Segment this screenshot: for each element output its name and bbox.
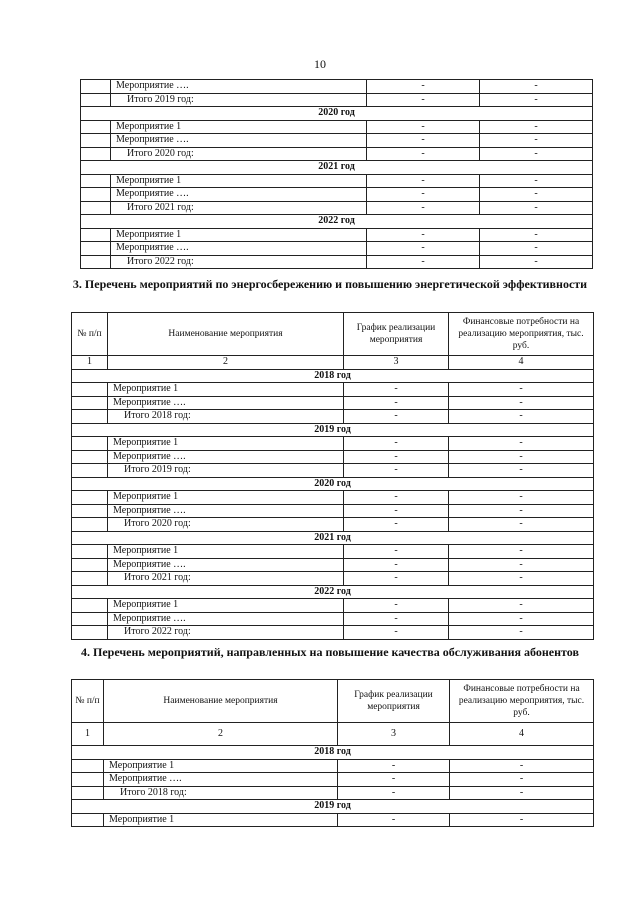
- column-index: 3: [344, 356, 449, 370]
- schedule-cell: -: [367, 188, 480, 202]
- event-name: Мероприятие ….: [111, 80, 367, 94]
- table-body: [72, 369, 594, 639]
- table-row: [81, 242, 593, 256]
- row-number-cell: [72, 410, 108, 424]
- event-name: Мероприятие ….: [108, 612, 344, 626]
- schedule-cell: -: [367, 174, 480, 188]
- row-number-cell: [72, 786, 104, 800]
- schedule-cell: -: [367, 201, 480, 215]
- schedule-cell: -: [344, 491, 449, 505]
- year-row: [72, 369, 594, 383]
- table-row: [81, 228, 593, 242]
- schedule-cell: -: [338, 813, 450, 827]
- event-name: Мероприятие ….: [108, 396, 344, 410]
- schedule-cell: -: [367, 228, 480, 242]
- row-number-cell: [72, 558, 108, 572]
- table-row: [81, 174, 593, 188]
- events-table-continued: [80, 79, 593, 269]
- year-heading: 2022 год: [72, 585, 594, 599]
- event-name: Мероприятие 1: [108, 491, 344, 505]
- year-row: [72, 423, 594, 437]
- row-number-cell: [81, 201, 111, 215]
- row-number-cell: [72, 572, 108, 586]
- schedule-cell: -: [338, 773, 450, 787]
- event-name: Мероприятие 1: [104, 759, 338, 773]
- finance-cell: -: [449, 464, 594, 478]
- year-heading: 2021 год: [72, 531, 594, 545]
- row-number-cell: [81, 134, 111, 148]
- table-row: [72, 813, 594, 827]
- year-row: [81, 161, 593, 175]
- row-number-cell: [81, 242, 111, 256]
- table-row: [81, 120, 593, 134]
- schedule-cell: -: [344, 437, 449, 451]
- year-heading: 2019 год: [72, 423, 594, 437]
- header-finance: Финансовые потребности на реализацию мероприятия, тыс. руб.: [450, 680, 594, 723]
- schedule-cell: -: [338, 759, 450, 773]
- row-number-cell: [81, 255, 111, 269]
- year-row: [72, 585, 594, 599]
- schedule-cell: -: [367, 120, 480, 134]
- year-heading: 2020 год: [81, 107, 593, 121]
- total-row: [72, 464, 594, 478]
- row-number-cell: [72, 518, 108, 532]
- year-heading: 2018 год: [72, 369, 594, 383]
- schedule-cell: -: [344, 599, 449, 613]
- schedule-cell: -: [367, 93, 480, 107]
- table-body: [72, 746, 594, 827]
- finance-cell: -: [449, 383, 594, 397]
- finance-cell: -: [449, 558, 594, 572]
- total-label: Итого 2022 год:: [111, 255, 367, 269]
- finance-cell: -: [449, 572, 594, 586]
- table-row: [81, 188, 593, 202]
- header-num: № п/п: [72, 313, 108, 356]
- event-name: Мероприятие ….: [108, 450, 344, 464]
- column-index: 4: [449, 356, 594, 370]
- schedule-cell: -: [344, 383, 449, 397]
- total-label: Итого 2019 год:: [108, 464, 344, 478]
- event-name: Мероприятие ….: [111, 134, 367, 148]
- total-label: Итого 2018 год:: [104, 786, 338, 800]
- finance-cell: -: [449, 599, 594, 613]
- schedule-cell: -: [344, 545, 449, 559]
- finance-cell: -: [480, 242, 593, 256]
- column-index: 3: [338, 723, 450, 746]
- schedule-cell: -: [367, 242, 480, 256]
- section-3-title: 3. Перечень мероприятий по энергосбережению и повышению энергетической эффективности: [72, 277, 588, 291]
- finance-cell: -: [449, 612, 594, 626]
- row-number-cell: [72, 773, 104, 787]
- finance-cell: -: [449, 626, 594, 640]
- column-index: 2: [108, 356, 344, 370]
- year-row: [81, 107, 593, 121]
- table-header-row: [72, 313, 594, 356]
- table-row: [72, 437, 594, 451]
- column-index-row: [72, 723, 594, 746]
- finance-cell: -: [449, 504, 594, 518]
- table-row: [72, 599, 594, 613]
- year-row: [72, 800, 594, 814]
- finance-cell: -: [480, 120, 593, 134]
- total-row: [72, 626, 594, 640]
- total-label: Итого 2020 год:: [111, 147, 367, 161]
- year-row: [81, 215, 593, 229]
- schedule-cell: -: [344, 572, 449, 586]
- row-number-cell: [81, 80, 111, 94]
- event-name: Мероприятие 1: [111, 174, 367, 188]
- row-number-cell: [72, 437, 108, 451]
- schedule-cell: -: [344, 612, 449, 626]
- page-number: 10: [314, 57, 326, 71]
- finance-cell: -: [450, 759, 594, 773]
- table-row: [72, 450, 594, 464]
- schedule-cell: -: [367, 134, 480, 148]
- row-number-cell: [72, 491, 108, 505]
- event-name: Мероприятие ….: [104, 773, 338, 787]
- finance-cell: -: [449, 491, 594, 505]
- row-number-cell: [72, 612, 108, 626]
- year-heading: 2018 год: [72, 746, 594, 760]
- finance-cell: -: [449, 545, 594, 559]
- event-name: Мероприятие ….: [108, 504, 344, 518]
- header-name: Наименование мероприятия: [104, 680, 338, 723]
- finance-cell: -: [480, 255, 593, 269]
- row-number-cell: [81, 188, 111, 202]
- table-row: [72, 545, 594, 559]
- row-number-cell: [72, 504, 108, 518]
- event-name: Мероприятие 1: [108, 383, 344, 397]
- total-row: [72, 572, 594, 586]
- year-row: [72, 531, 594, 545]
- row-number-cell: [72, 626, 108, 640]
- table-row: [72, 383, 594, 397]
- year-row: [72, 746, 594, 760]
- finance-cell: -: [450, 773, 594, 787]
- event-name: Мероприятие ….: [111, 188, 367, 202]
- schedule-cell: -: [344, 464, 449, 478]
- total-label: Итого 2018 год:: [108, 410, 344, 424]
- table-header-row: [72, 680, 594, 723]
- row-number-cell: [81, 174, 111, 188]
- table-row: [81, 80, 593, 94]
- event-name: Мероприятие ….: [108, 558, 344, 572]
- schedule-cell: -: [367, 255, 480, 269]
- finance-cell: -: [449, 396, 594, 410]
- total-row: [81, 147, 593, 161]
- finance-cell: -: [480, 188, 593, 202]
- header-name: Наименование мероприятия: [108, 313, 344, 356]
- schedule-cell: -: [344, 450, 449, 464]
- energy-saving-table: [71, 312, 594, 640]
- year-heading: 2019 год: [72, 800, 594, 814]
- row-number-cell: [81, 120, 111, 134]
- table-row: [72, 558, 594, 572]
- total-label: Итого 2019 год:: [111, 93, 367, 107]
- table-row: [81, 134, 593, 148]
- event-name: Мероприятие 1: [108, 599, 344, 613]
- total-row: [81, 255, 593, 269]
- row-number-cell: [72, 545, 108, 559]
- table-row: [72, 612, 594, 626]
- table-row: [72, 504, 594, 518]
- column-index: 1: [72, 356, 108, 370]
- row-number-cell: [72, 396, 108, 410]
- event-name: Мероприятие 1: [104, 813, 338, 827]
- event-name: Мероприятие 1: [111, 228, 367, 242]
- schedule-cell: -: [344, 410, 449, 424]
- column-index-row: [72, 356, 594, 370]
- event-name: Мероприятие 1: [108, 437, 344, 451]
- row-number-cell: [72, 599, 108, 613]
- table-row: [72, 759, 594, 773]
- finance-cell: -: [480, 174, 593, 188]
- year-heading: 2021 год: [81, 161, 593, 175]
- finance-cell: -: [450, 786, 594, 800]
- column-index: 2: [104, 723, 338, 746]
- total-row: [81, 201, 593, 215]
- total-label: Итого 2021 год:: [111, 201, 367, 215]
- total-label: Итого 2021 год:: [108, 572, 344, 586]
- table-row: [72, 773, 594, 787]
- total-row: [72, 518, 594, 532]
- row-number-cell: [72, 450, 108, 464]
- service-quality-table: [71, 679, 594, 827]
- table-body: [81, 80, 593, 269]
- finance-cell: -: [480, 147, 593, 161]
- finance-cell: -: [480, 134, 593, 148]
- finance-cell: -: [480, 201, 593, 215]
- finance-cell: -: [480, 80, 593, 94]
- header-schedule: График реализации мероприятия: [344, 313, 449, 356]
- finance-cell: -: [450, 813, 594, 827]
- finance-cell: -: [449, 410, 594, 424]
- row-number-cell: [72, 759, 104, 773]
- column-index: 4: [450, 723, 594, 746]
- schedule-cell: -: [344, 396, 449, 410]
- schedule-cell: -: [367, 80, 480, 94]
- row-number-cell: [72, 464, 108, 478]
- column-index: 1: [72, 723, 104, 746]
- total-row: [81, 93, 593, 107]
- total-label: Итого 2022 год:: [108, 626, 344, 640]
- table-row: [72, 491, 594, 505]
- row-number-cell: [81, 93, 111, 107]
- schedule-cell: -: [338, 786, 450, 800]
- schedule-cell: -: [344, 504, 449, 518]
- schedule-cell: -: [367, 147, 480, 161]
- year-heading: 2020 год: [72, 477, 594, 491]
- event-name: Мероприятие ….: [111, 242, 367, 256]
- header-schedule: График реализации мероприятия: [338, 680, 450, 723]
- event-name: Мероприятие 1: [108, 545, 344, 559]
- finance-cell: -: [449, 437, 594, 451]
- schedule-cell: -: [344, 558, 449, 572]
- header-num: № п/п: [72, 680, 104, 723]
- total-row: [72, 786, 594, 800]
- event-name: Мероприятие 1: [111, 120, 367, 134]
- year-heading: 2022 год: [81, 215, 593, 229]
- year-row: [72, 477, 594, 491]
- finance-cell: -: [480, 93, 593, 107]
- total-label: Итого 2020 год:: [108, 518, 344, 532]
- finance-cell: -: [449, 518, 594, 532]
- finance-cell: -: [449, 450, 594, 464]
- total-row: [72, 410, 594, 424]
- row-number-cell: [81, 228, 111, 242]
- section-4-title: 4. Перечень мероприятий, направленных на повышение качества обслуживания абонентов: [81, 645, 579, 659]
- schedule-cell: -: [344, 626, 449, 640]
- header-finance: Финансовые потребности на реализацию мероприятия, тыс. руб.: [449, 313, 594, 356]
- table-row: [72, 396, 594, 410]
- schedule-cell: -: [344, 518, 449, 532]
- row-number-cell: [72, 383, 108, 397]
- row-number-cell: [72, 813, 104, 827]
- finance-cell: -: [480, 228, 593, 242]
- row-number-cell: [81, 147, 111, 161]
